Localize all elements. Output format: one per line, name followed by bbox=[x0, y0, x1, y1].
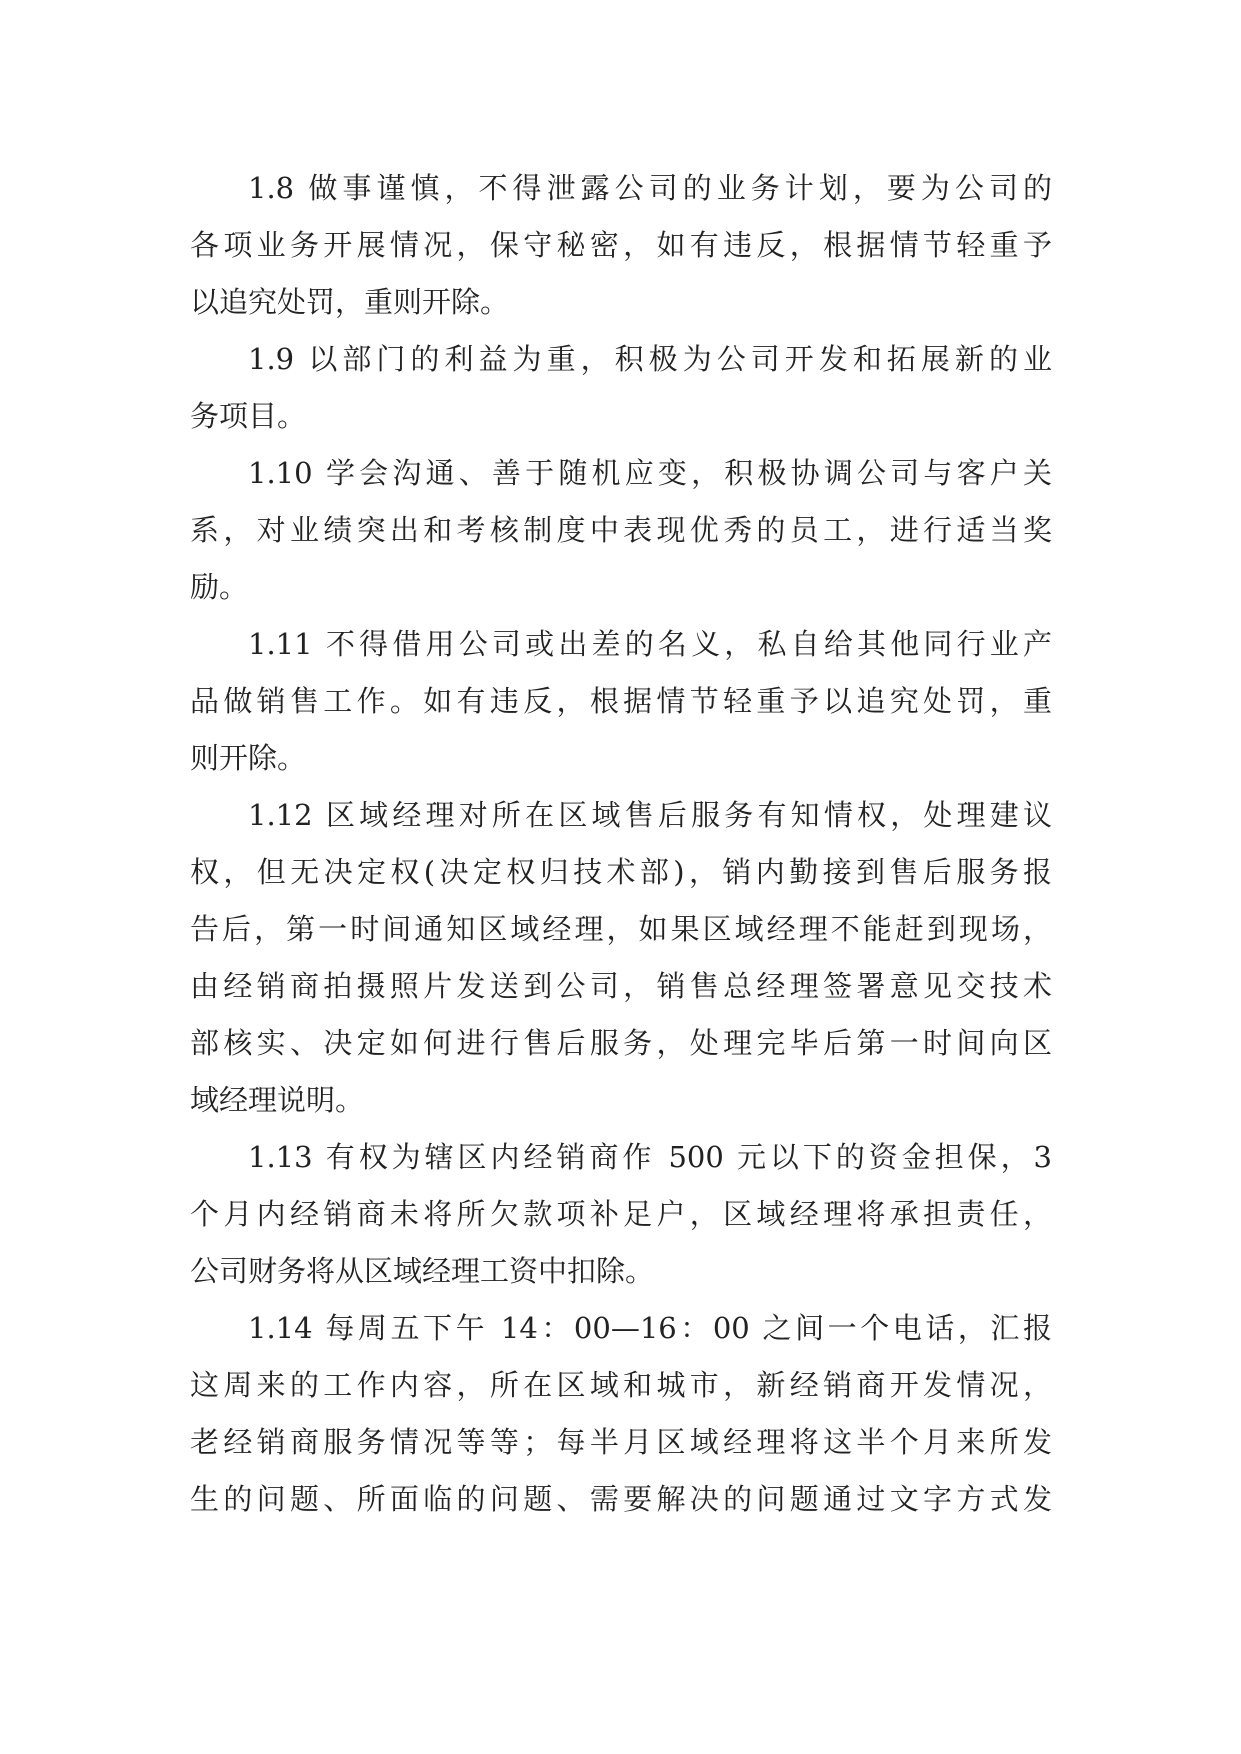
document-body bbox=[190, 160, 1052, 1528]
text-line: 告后，第一时间通知区域经理，如果区域经理不能赶到现场， bbox=[190, 912, 1052, 946]
paragraph-1-12 bbox=[190, 787, 1052, 1129]
text-line: 务项目。 bbox=[190, 399, 307, 433]
text-line: 个月内经销商未将所欠款项补足户，区域经理将承担责任， bbox=[190, 1197, 1052, 1231]
text-line: 1.11 不得借用公司或出差的名义，私自给其他同行业产 bbox=[248, 627, 1052, 661]
text-line: 1.12 区域经理对所在区域售后服务有知情权，处理建议 bbox=[248, 798, 1052, 832]
paragraph-1-9 bbox=[190, 331, 1052, 445]
paragraph-1-14 bbox=[190, 1300, 1052, 1528]
text-line: 部核实、决定如何进行售后服务，处理完毕后第一时间向区 bbox=[190, 1026, 1052, 1060]
text-line: 系，对业绩突出和考核制度中表现优秀的员工，进行适当奖 bbox=[190, 513, 1052, 547]
text-line: 以追究处罚，重则开除。 bbox=[190, 285, 510, 319]
paragraph-1-13 bbox=[190, 1129, 1052, 1300]
text-line: 1.13 有权为辖区内经销商作 500 元以下的资金担保，3 bbox=[248, 1140, 1052, 1174]
text-line: 品做销售工作。如有违反，根据情节轻重予以追究处罚，重 bbox=[190, 684, 1052, 718]
text-line: 励。 bbox=[190, 570, 249, 604]
text-line: 老经销商服务情况等等；每半月区域经理将这半个月来所发 bbox=[190, 1425, 1052, 1459]
paragraph-1-10 bbox=[190, 445, 1052, 616]
text-line: 1.10 学会沟通、善于随机应变，积极协调公司与客户关 bbox=[248, 456, 1052, 490]
text-line: 则开除。 bbox=[190, 741, 307, 775]
text-line: 域经理说明。 bbox=[190, 1083, 365, 1117]
text-line: 公司财务将从区域经理工资中扣除。 bbox=[190, 1254, 655, 1288]
text-line: 1.14 每周五下午 14：00—16：00 之间一个电话，汇报 bbox=[248, 1311, 1052, 1345]
paragraph-1-8 bbox=[190, 160, 1052, 331]
text-line: 1.9 以部门的利益为重，积极为公司开发和拓展新的业 bbox=[248, 342, 1052, 376]
text-line: 各项业务开展情况，保守秘密，如有违反，根据情节轻重予 bbox=[190, 228, 1052, 262]
text-line: 这周来的工作内容，所在区域和城市，新经销商开发情况， bbox=[190, 1368, 1052, 1402]
text-line: 1.8 做事谨慎，不得泄露公司的业务计划，要为公司的 bbox=[248, 171, 1052, 205]
text-line: 生的问题、所面临的问题、需要解决的问题通过文字方式发 bbox=[190, 1482, 1052, 1516]
text-line: 权，但无决定权(决定权归技术部)，销内勤接到售后服务报 bbox=[190, 855, 1052, 889]
text-line: 由经销商拍摄照片发送到公司，销售总经理签署意见交技术 bbox=[190, 969, 1052, 1003]
paragraph-1-11 bbox=[190, 616, 1052, 787]
